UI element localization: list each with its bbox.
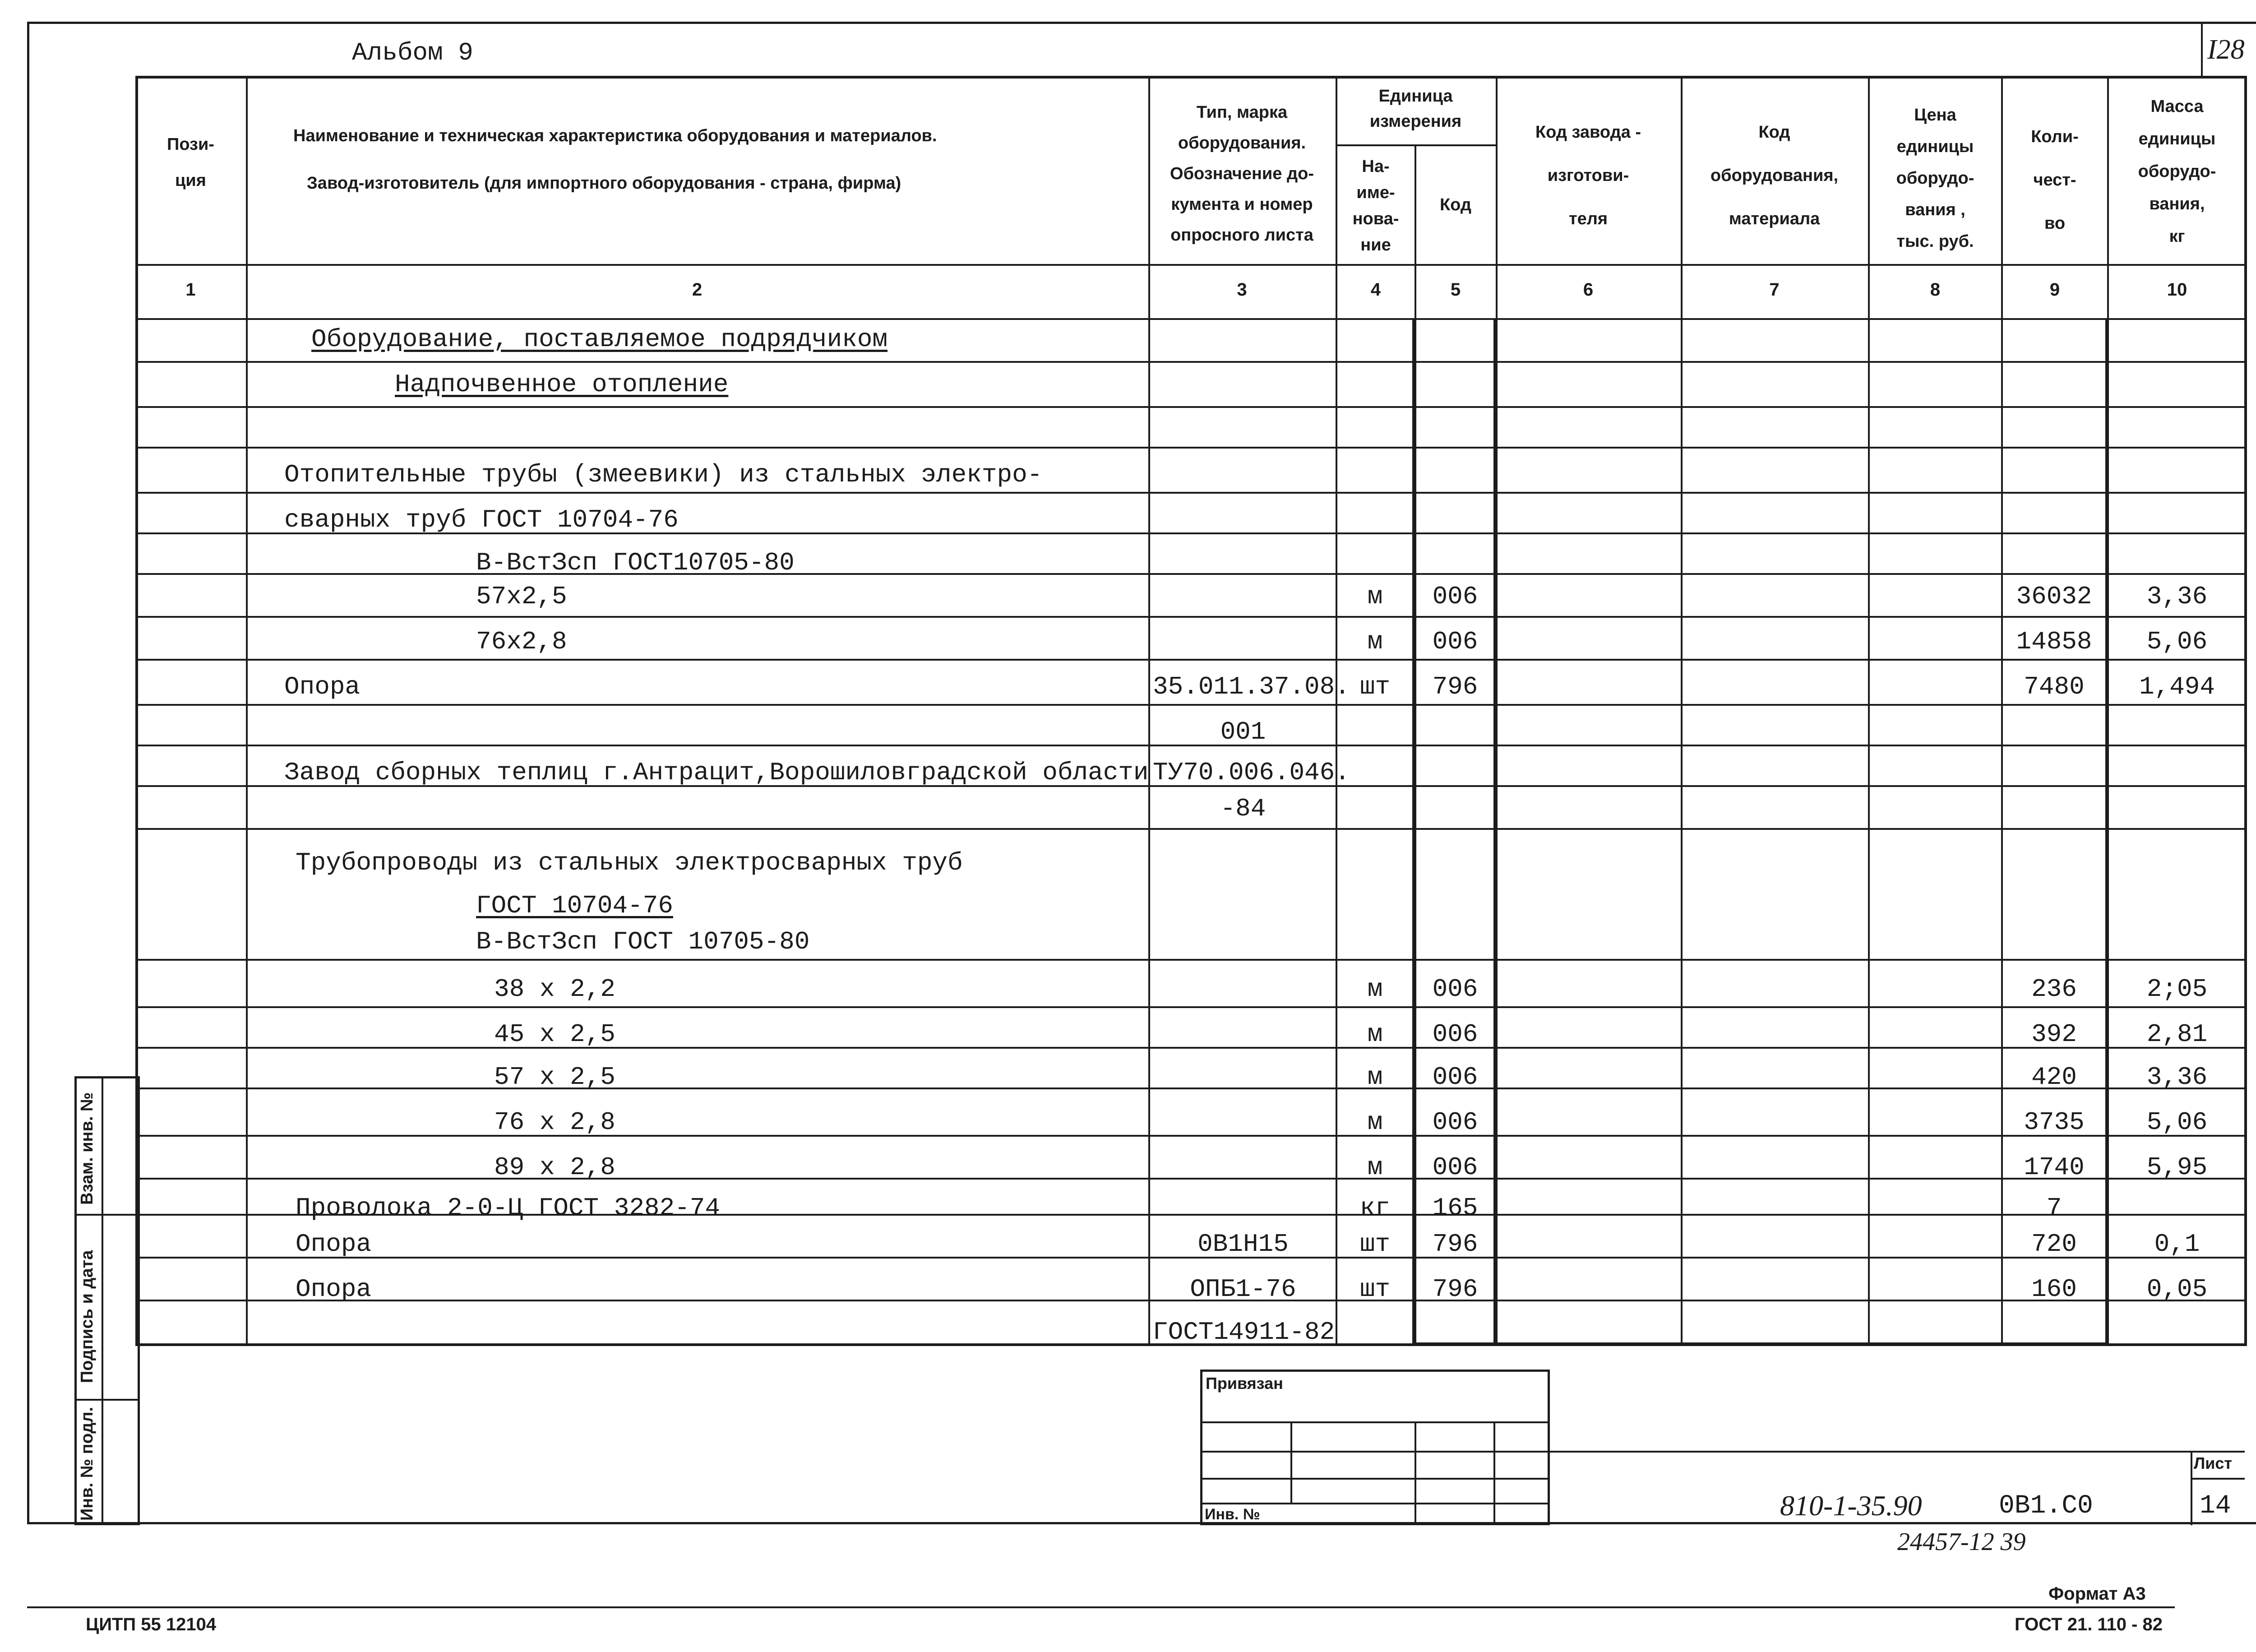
header-bottom-line <box>135 264 2247 266</box>
row-name: Завод сборных теплиц г.Антрацит,Ворошиловградской области <box>284 758 1149 787</box>
row-name: Проволока 2-0-Ц ГОСТ 3282-74 <box>296 1194 720 1222</box>
col-line-2 <box>1148 76 1150 1346</box>
row-type: ОПБ1-76 <box>1190 1275 1296 1304</box>
col-header-name-line1: Наименование и техническая характеристика оборудования и материалов. <box>293 126 937 145</box>
side-strip-divider <box>102 1076 103 1525</box>
binding-col <box>1290 1421 1292 1503</box>
page-number-divider <box>2201 22 2203 76</box>
col-number-7: 7 <box>1769 280 1780 300</box>
row-unit-code: 006 <box>1432 975 1478 1004</box>
row-unit-code: 006 <box>1432 582 1478 611</box>
sheet-number: 14 <box>2200 1491 2231 1521</box>
side-label-original-inv: Инв. № подл. <box>78 1407 97 1521</box>
row-unit: м <box>1367 1063 1383 1092</box>
row-name: Трубопроводы из стальных электросварных труб <box>296 848 963 877</box>
row-mass: 5,06 <box>2146 627 2208 656</box>
row-unit: шт <box>1359 1275 1391 1304</box>
row-unit-code: 006 <box>1432 1020 1478 1049</box>
row-line <box>135 492 2247 494</box>
footer-rule <box>27 1606 2175 1608</box>
footer-left-code: ЦИТП 55 12104 <box>86 1615 217 1634</box>
row-unit-code: 006 <box>1432 627 1478 656</box>
row-unit: м <box>1367 1020 1383 1049</box>
row-name: ГОСТ 10704-76 <box>476 891 673 920</box>
footer-gost: ГОСТ 21. 110 - 82 <box>2015 1615 2163 1634</box>
sheet-label: Лист <box>2194 1454 2233 1472</box>
binding-label: Привязан <box>1206 1374 1283 1393</box>
binding-col <box>1493 1421 1495 1525</box>
binding-col <box>1415 1421 1416 1525</box>
row-unit-code: 796 <box>1432 672 1478 701</box>
col-number-5: 5 <box>1450 280 1461 300</box>
row-unit: м <box>1367 1153 1383 1182</box>
col-header-price: Цена единицы оборудо- вания , тыс. руб. <box>1896 106 1974 251</box>
row-name: 57х2,5 <box>476 582 567 611</box>
row-unit: шт <box>1359 672 1391 701</box>
col-number-1: 1 <box>185 280 196 300</box>
col-number-8: 8 <box>1930 280 1941 300</box>
body-thick-left <box>1412 318 1416 1345</box>
row-type: -84 <box>1220 794 1266 823</box>
row-type: ГОСТ14911-82 <box>1153 1318 1335 1347</box>
side-strip-line <box>74 1399 140 1401</box>
row-unit: м <box>1367 975 1383 1004</box>
row-line <box>135 704 2247 706</box>
row-name: 38 х 2,2 <box>494 975 615 1004</box>
row-quantity: 36032 <box>2016 582 2092 611</box>
row-unit: м <box>1367 627 1383 656</box>
side-label-replace-inv: Взам. инв. № <box>78 1092 97 1205</box>
row-name: 45 х 2,5 <box>494 1020 615 1049</box>
row-name: сварных труб ГОСТ 10704-76 <box>284 505 679 534</box>
row-mass: 3,36 <box>2146 582 2208 611</box>
row-unit-code: 796 <box>1432 1230 1478 1259</box>
row-name: В-ВстЗсп ГОСТ10705-80 <box>476 548 795 577</box>
side-strip-line <box>74 1214 140 1216</box>
row-name: Опора <box>284 672 361 701</box>
col-line-1 <box>246 76 248 1346</box>
inv-no-label: Инв. № <box>1205 1506 1260 1523</box>
col-number-3: 3 <box>1237 280 1247 300</box>
row-line <box>135 361 2247 363</box>
row-name: 57 х 2,5 <box>494 1063 615 1092</box>
row-line <box>135 1006 2247 1008</box>
row-line <box>135 447 2247 449</box>
col-header-unit-name: На- име- нова- ние <box>1352 157 1399 255</box>
row-name: Опора <box>296 1230 372 1259</box>
row-name: Отопительные трубы (змеевики) из стальных электро- <box>284 460 1043 489</box>
row-name: 76 х 2,8 <box>494 1108 615 1137</box>
row-quantity: 7480 <box>2024 672 2085 701</box>
col-line-6 <box>1681 76 1683 1346</box>
row-name: Оборудование, поставляемое подрядчиком <box>311 325 888 354</box>
row-quantity: 3735 <box>2024 1108 2085 1137</box>
row-quantity: 7 <box>2046 1194 2062 1222</box>
binding-line <box>1200 1421 1550 1423</box>
row-type: 001 <box>1220 717 1266 746</box>
body-thick-bottom <box>1412 1342 2109 1346</box>
row-unit-code: 006 <box>1432 1063 1478 1092</box>
row-line <box>135 1135 2247 1137</box>
row-mass: 5,95 <box>2146 1153 2208 1182</box>
row-mass: 2,81 <box>2146 1020 2208 1049</box>
binding-line <box>1200 1478 1550 1480</box>
row-quantity: 420 <box>2031 1063 2077 1092</box>
row-mass: 3,36 <box>2146 1063 2208 1092</box>
row-type: 0В1Н15 <box>1197 1230 1289 1259</box>
row-quantity: 160 <box>2031 1275 2077 1304</box>
sheet-divider <box>2191 1451 2192 1525</box>
row-unit: м <box>1367 582 1383 611</box>
row-name: В-ВстЗсп ГОСТ 10705-80 <box>476 927 810 956</box>
col-line-8 <box>2001 76 2003 1346</box>
row-line <box>135 828 2247 830</box>
row-line <box>135 573 2247 575</box>
sheet-label-line <box>2191 1478 2245 1480</box>
body-thick-mid <box>1493 318 1497 1345</box>
row-line <box>135 1087 2247 1089</box>
binding-line <box>1200 1451 1550 1453</box>
archive-number-handwritten: 24457-12 39 <box>1897 1528 2026 1556</box>
col-number-6: 6 <box>1583 280 1594 300</box>
col-header-equipment-code: Код оборудования, материала <box>1710 123 1839 228</box>
col-header-unit-group: Единица измерения <box>1369 87 1462 131</box>
row-line <box>135 406 2247 408</box>
col-number-10: 10 <box>2167 280 2187 300</box>
row-quantity: 1740 <box>2024 1153 2085 1182</box>
row-mass: 0,1 <box>2154 1230 2200 1259</box>
title-block-line <box>1550 1451 2245 1453</box>
row-unit-code: 006 <box>1432 1108 1478 1137</box>
side-label-signature-date: Подпись и дата <box>78 1250 97 1383</box>
col-header-mass: Масса единицы оборудо- вания, кг <box>2138 97 2216 246</box>
col-header-name-line2: Завод-изготовитель (для импортного оборудования - страна, фирма) <box>307 174 901 193</box>
designation-printed: 0В1.С0 <box>1999 1491 2093 1521</box>
col-header-position: Пози- ция <box>167 135 214 190</box>
designation-handwritten: 810-1-35.90 <box>1780 1490 1922 1522</box>
row-quantity: 392 <box>2031 1020 2077 1049</box>
col-header-type: Тип, марка оборудования. Обозначение до- кумента и номер опросного листа <box>1170 103 1314 245</box>
row-name: Надпочвенное отопление <box>395 370 729 399</box>
footer-format: Формат А3 <box>2048 1584 2146 1604</box>
spec-table <box>135 76 2247 1346</box>
row-mass: 0,05 <box>2146 1275 2208 1304</box>
col-line-7 <box>1868 76 1870 1346</box>
binding-line <box>1200 1503 1550 1504</box>
row-unit: кг <box>1359 1194 1391 1222</box>
row-unit-code: 165 <box>1432 1194 1478 1222</box>
col-number-4: 4 <box>1370 280 1381 300</box>
row-line <box>135 1178 2247 1180</box>
row-mass: 2;05 <box>2146 975 2208 1004</box>
row-name: 76х2,8 <box>476 627 567 656</box>
body-thick-right <box>2105 318 2109 1345</box>
row-unit-code: 796 <box>1432 1275 1478 1304</box>
page-number: I28 <box>2207 34 2245 65</box>
album-label: Альбом 9 <box>352 38 473 67</box>
row-unit: шт <box>1359 1230 1391 1259</box>
col-line-3 <box>1336 76 1337 1346</box>
row-mass: 1,494 <box>2139 672 2215 701</box>
col-header-plant-code: Код завода - изготови- теля <box>1535 123 1641 228</box>
row-line <box>135 659 2247 661</box>
row-quantity: 236 <box>2031 975 2077 1004</box>
col-number-2: 2 <box>692 280 703 300</box>
row-line <box>135 616 2247 618</box>
col-number-9: 9 <box>2049 280 2060 300</box>
row-name: Опора <box>296 1275 372 1304</box>
row-quantity: 14858 <box>2016 627 2092 656</box>
row-unit: м <box>1367 1108 1383 1137</box>
col-header-quantity: Коли- чест- во <box>2031 127 2079 233</box>
row-type: 35.011.37.08. <box>1153 672 1350 701</box>
row-mass: 5,06 <box>2146 1108 2208 1137</box>
row-unit-code: 006 <box>1432 1153 1478 1182</box>
row-line <box>135 959 2247 961</box>
row-line <box>135 1047 2247 1049</box>
row-name: 89 х 2,8 <box>494 1153 615 1182</box>
row-quantity: 720 <box>2031 1230 2077 1259</box>
col-header-unit-code: Код <box>1439 195 1472 214</box>
colnum-bottom-line <box>135 318 2247 320</box>
row-type: ТУ70.006.046. <box>1153 758 1350 787</box>
